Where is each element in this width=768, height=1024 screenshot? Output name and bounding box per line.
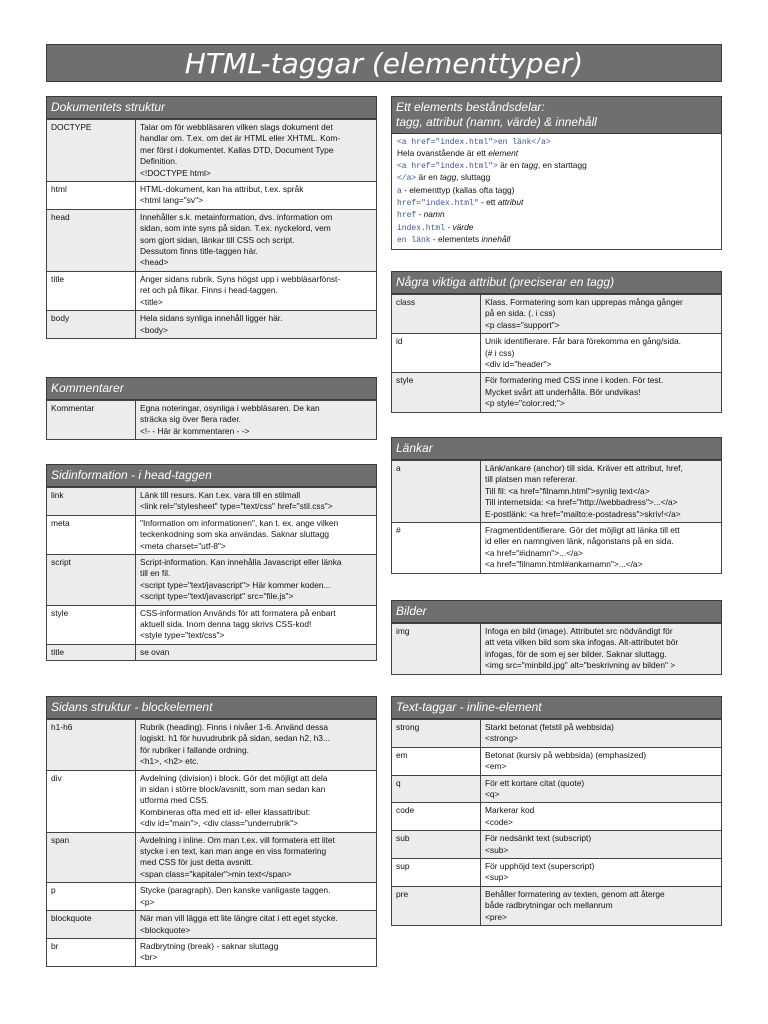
description-line: Avdelning (division) i block. Gör det möjligt att dela bbox=[140, 772, 328, 783]
parts-line: <a href="index.html"> är en tagg, en starttagg bbox=[397, 159, 587, 171]
term-cell: a bbox=[392, 461, 481, 523]
table bbox=[391, 460, 722, 574]
description-line: Behåller formatering av texten, genom att återge bbox=[485, 888, 665, 899]
description-line: ret och på flikar. Finns i head-taggen. bbox=[140, 285, 278, 296]
description-line: Anger sidans rubrik. Syns högst upp i webbläsarfönst- bbox=[140, 273, 341, 284]
description-line: <code> bbox=[485, 816, 513, 827]
description-cell bbox=[481, 831, 722, 859]
description-line: stycke i en text, kan man ange en viss formatering bbox=[140, 846, 327, 857]
description-line: HTML-dokument, kan ha attribut, t.ex. språk bbox=[140, 184, 304, 195]
term-cell: p bbox=[47, 883, 136, 911]
table-row bbox=[47, 644, 377, 660]
section-header bbox=[391, 96, 722, 134]
description-line: <sup> bbox=[485, 872, 509, 883]
description-cell bbox=[481, 373, 722, 412]
description-line: som gjort sidan, länkar till CSS och script. bbox=[140, 234, 295, 245]
section-header: Några viktiga attribut (preciserar en tagg) bbox=[391, 271, 722, 294]
section-inline-element bbox=[391, 696, 722, 926]
description-line: in sidan i större block/avsnitt, som man sedan kan bbox=[140, 784, 326, 795]
description-line: När man vill lägga ett lite längre citat i ett eget stycke. bbox=[140, 913, 338, 924]
section-header: Sidinformation - i head-taggen bbox=[46, 464, 377, 487]
term-cell: # bbox=[392, 523, 481, 574]
description-line: Till internetsida: <a href="http://webbadress">...</a> bbox=[485, 497, 678, 508]
table-row bbox=[47, 311, 377, 339]
term-cell: id bbox=[392, 334, 481, 373]
table-row bbox=[47, 271, 377, 310]
description-line: <sub> bbox=[485, 844, 509, 855]
table-row bbox=[47, 911, 377, 939]
description-line: <a href="filnamn.html#ankarnamn">...</a> bbox=[485, 559, 643, 570]
table bbox=[46, 119, 377, 339]
description-cell bbox=[136, 883, 377, 911]
description-line: (# i css) bbox=[485, 347, 515, 358]
table-row bbox=[47, 488, 377, 516]
table bbox=[391, 719, 722, 926]
description-line: utforma med CSS. bbox=[140, 795, 209, 806]
section-lankar bbox=[391, 437, 722, 574]
description-cell bbox=[481, 523, 722, 574]
description-line: <script type="text/javascript"> Här kommer koden... bbox=[140, 579, 331, 590]
description-line: sträcka sig över flera rader. bbox=[140, 414, 242, 425]
table-row bbox=[392, 373, 722, 412]
description-cell bbox=[481, 461, 722, 523]
term-cell: span bbox=[47, 832, 136, 883]
description-line: <pre> bbox=[485, 911, 507, 922]
term-cell: script bbox=[47, 555, 136, 606]
parts-line: index.html - värde bbox=[397, 221, 474, 233]
description-cell bbox=[136, 555, 377, 606]
description-cell bbox=[136, 271, 377, 310]
description-line: <a href="#idnamn">...</a> bbox=[485, 547, 583, 558]
page-title: HTML-taggar (elementtyper) bbox=[184, 46, 584, 80]
term-cell: br bbox=[47, 938, 136, 966]
table-row bbox=[47, 883, 377, 911]
table-row bbox=[392, 747, 722, 775]
term-cell: head bbox=[47, 209, 136, 271]
description-line: <q> bbox=[485, 789, 500, 800]
parts-line: href="index.html" - ett attribut bbox=[397, 197, 524, 209]
description-line: aktuell sida. Inom denna tagg skrivs CSS-kod! bbox=[140, 619, 312, 630]
section-elementets-bestandsdelar bbox=[391, 96, 722, 250]
table bbox=[46, 400, 377, 440]
description-line: Länk/ankare (anchor) till sida. Kräver ett attribut, href, bbox=[485, 463, 683, 473]
term-cell: em bbox=[392, 747, 481, 775]
description-cell bbox=[481, 720, 722, 748]
description-line: Till fil: <a href="filnamn.html">synlig text</a> bbox=[485, 485, 650, 496]
term-cell: img bbox=[392, 624, 481, 675]
term-cell: blockquote bbox=[47, 911, 136, 939]
table-row bbox=[392, 803, 722, 831]
description-cell bbox=[136, 911, 377, 939]
table-row bbox=[392, 334, 722, 373]
table-row bbox=[47, 555, 377, 606]
description-line: <style type="text/css"> bbox=[140, 630, 225, 641]
table-row bbox=[47, 938, 377, 966]
term-cell: h1-h6 bbox=[47, 720, 136, 771]
term-cell: style bbox=[47, 605, 136, 644]
description-line: Innehåller s.k. metainformation, dvs. information om bbox=[140, 211, 333, 222]
table bbox=[391, 294, 722, 413]
section-header-line1: Ett elements beståndsdelar: bbox=[396, 100, 545, 114]
description-line: Klass. Formatering som kan upprepas många gånger bbox=[485, 297, 683, 307]
description-line: För nedsänkt text (subscript) bbox=[485, 833, 592, 844]
term-cell: style bbox=[392, 373, 481, 412]
description-line: Radbrytning (break) - saknar sluttagg bbox=[140, 940, 279, 951]
description-line: teckenkodning som ska användas. Saknar sluttagg bbox=[140, 529, 330, 540]
description-line: att veta vilken bild som ska infogas. Alt-attributet bör bbox=[485, 637, 679, 648]
description-cell bbox=[136, 938, 377, 966]
section-kommentarer bbox=[46, 377, 377, 440]
table-row bbox=[392, 720, 722, 748]
description-line: <link rel="stylesheet" type="text/css" href="stil.css"> bbox=[140, 501, 333, 512]
term-cell: sup bbox=[392, 859, 481, 887]
table-row bbox=[47, 832, 377, 883]
description-line: <img src="minbild.jpg" alt="beskrivning av bilden" > bbox=[485, 660, 676, 671]
description-line: För ett kortare citat (quote) bbox=[485, 777, 585, 788]
section-sidinformation bbox=[46, 464, 377, 661]
description-cell bbox=[136, 720, 377, 771]
table-row bbox=[392, 886, 722, 925]
table-row bbox=[47, 209, 377, 271]
description-cell bbox=[136, 311, 377, 339]
description-line: infogas, för de som ej ser bilder. Saknar sluttagg. bbox=[485, 648, 667, 659]
section-header: Kommentarer bbox=[46, 377, 377, 400]
description-line: Egna noteringar, osynliga i webbläsaren. De kan bbox=[140, 403, 320, 413]
term-cell: meta bbox=[47, 515, 136, 554]
description-cell bbox=[481, 859, 722, 887]
description-line: <!DOCTYPE html> bbox=[140, 167, 211, 178]
description-line: <p class="support"> bbox=[485, 319, 560, 330]
description-cell bbox=[481, 886, 722, 925]
description-line: Unik identifierare. Får bara förekomma en gång/sida. bbox=[485, 336, 681, 347]
section-bilder bbox=[391, 600, 722, 675]
term-cell: code bbox=[392, 803, 481, 831]
description-cell bbox=[136, 401, 377, 440]
table-row bbox=[47, 720, 377, 771]
table-row bbox=[47, 515, 377, 554]
description-line: <div id="main">, <div class="underrubrik"> bbox=[140, 818, 299, 829]
parts-line: Hela ovanstående är ett element bbox=[397, 148, 519, 159]
table-row bbox=[392, 831, 722, 859]
description-line: Stycke (paragraph). Den kanske vanligaste taggen. bbox=[140, 885, 331, 896]
description-cell bbox=[136, 209, 377, 271]
table bbox=[46, 719, 377, 967]
table-row bbox=[47, 120, 377, 182]
table-row bbox=[392, 523, 722, 574]
description-line: <span class="kapitaler">min text</span> bbox=[140, 868, 292, 879]
description-cell bbox=[136, 605, 377, 644]
section-header: Text-taggar - inline-element bbox=[391, 696, 722, 719]
term-cell: title bbox=[47, 644, 136, 660]
description-line: Starkt betonat (fetstil på webbsida) bbox=[485, 722, 614, 732]
section-header: Länkar bbox=[391, 437, 722, 460]
description-line: Script-information. Kan innehålla Javascript eller länka bbox=[140, 557, 342, 568]
description-cell bbox=[481, 334, 722, 373]
description-line: Definition. bbox=[140, 156, 178, 167]
description-line: både radbrytningar och mellanrum bbox=[485, 900, 613, 911]
term-cell: pre bbox=[392, 886, 481, 925]
parts-line: en länk - elementets innehåll bbox=[397, 234, 511, 246]
description-line: <br> bbox=[140, 952, 158, 963]
parts-line: href - namn bbox=[397, 209, 445, 221]
description-line: <body> bbox=[140, 324, 168, 335]
description-line: Markerar kod bbox=[485, 805, 535, 816]
description-line: Fragmentidentifierare. Gör det möjligt att länka till ett bbox=[485, 525, 680, 536]
description-cell bbox=[136, 515, 377, 554]
section-header: Sidans struktur - blockelement bbox=[46, 696, 377, 719]
table-row bbox=[47, 605, 377, 644]
description-line: med CSS för just detta avsnitt. bbox=[140, 857, 254, 868]
description-line: handlar om. T.ex. om det är HTML eller XHTML. Kom- bbox=[140, 133, 341, 144]
section-blockelement bbox=[46, 696, 377, 967]
table bbox=[391, 623, 722, 675]
term-cell: link bbox=[47, 488, 136, 516]
term-cell: html bbox=[47, 182, 136, 210]
table-row bbox=[47, 401, 377, 440]
description-line: <script type="text/javascript" src="file.js"> bbox=[140, 591, 294, 602]
description-line: <meta charset="utf-8"> bbox=[140, 540, 226, 551]
description-line: Mycket svårt att underhålla. Bör undvikas! bbox=[485, 386, 641, 397]
description-line: <p style="color:red;"> bbox=[485, 398, 565, 409]
table-row bbox=[392, 624, 722, 675]
description-cell bbox=[136, 770, 377, 832]
description-line: CSS-information Används för att formatera på enbart bbox=[140, 607, 336, 618]
description-line: <div id="header"> bbox=[485, 359, 552, 370]
term-cell: class bbox=[392, 295, 481, 334]
term-cell: q bbox=[392, 775, 481, 803]
description-line: Dessutom finns title-taggen här. bbox=[140, 246, 258, 257]
description-line: för rubriker i fallande ordning. bbox=[140, 744, 249, 755]
section-header: Dokumentets struktur bbox=[46, 96, 377, 119]
term-cell: div bbox=[47, 770, 136, 832]
description-line: Rubrik (heading). Finns i nivåer 1-6. Använd dessa bbox=[140, 722, 329, 732]
description-line: <strong> bbox=[485, 733, 519, 744]
element-parts-box bbox=[391, 134, 722, 250]
table-row bbox=[392, 295, 722, 334]
section-dokumentets-struktur bbox=[46, 96, 377, 339]
description-line: logiskt. h1 för huvudrubrik på sidan, sedan h2, h3... bbox=[140, 733, 330, 744]
description-cell bbox=[136, 644, 377, 660]
description-line: Kombineras ofta med ett id- eller klassattribut: bbox=[140, 806, 311, 817]
term-cell: title bbox=[47, 271, 136, 310]
description-line: <head> bbox=[140, 257, 169, 268]
description-line: se ovan bbox=[140, 646, 170, 657]
description-line: För formatering med CSS inne i koden. För test. bbox=[485, 375, 664, 386]
description-cell bbox=[481, 295, 722, 334]
description-cell bbox=[136, 120, 377, 182]
description-line: på en sida. (. i css) bbox=[485, 308, 556, 319]
term-cell: Kommentar bbox=[47, 401, 136, 440]
description-line: Länk till resurs. Kan t.ex. vara till en stilmall bbox=[140, 490, 301, 500]
description-line: Infoga en bild (image). Attributet src nödvändigt för bbox=[485, 626, 673, 636]
table-row bbox=[47, 770, 377, 832]
description-line: till en fil. bbox=[140, 568, 171, 579]
section-header-line2: tagg, attribut (namn, värde) & innehåll bbox=[396, 115, 597, 129]
description-cell bbox=[481, 803, 722, 831]
description-line: <blockquote> bbox=[140, 924, 191, 935]
description-line: <!- - Här är kommentaren - -> bbox=[140, 425, 250, 436]
description-line: Avdelning i inline. Om man t.ex. vill formatera ett litet bbox=[140, 834, 335, 845]
parts-line: a - elementtyp (kallas ofta tagg) bbox=[397, 184, 515, 196]
description-cell bbox=[481, 747, 722, 775]
description-line: <em> bbox=[485, 761, 507, 772]
table-row bbox=[392, 859, 722, 887]
term-cell: DOCTYPE bbox=[47, 120, 136, 182]
description-line: "Information om informationen", kan t. ex. ange vilken bbox=[140, 517, 339, 528]
table-row bbox=[392, 775, 722, 803]
description-line: Talar om för webbläsaren vilken slags dokument det bbox=[140, 122, 333, 132]
section-header: Bilder bbox=[391, 600, 722, 623]
description-line: sidan, som inte syns på sidan. T.ex. nyckelord, vem bbox=[140, 223, 331, 234]
description-line: id eller en namngiven länk, någonstans på en sida. bbox=[485, 536, 674, 547]
description-line: <h1>, <h2> etc. bbox=[140, 756, 199, 767]
table-row bbox=[47, 182, 377, 210]
description-line: För upphöjd text (superscript) bbox=[485, 861, 595, 872]
description-line: Betonat (kursiv på webbsida) (emphasized) bbox=[485, 749, 647, 760]
table bbox=[46, 487, 377, 661]
page-title-bar bbox=[46, 44, 722, 82]
description-cell bbox=[136, 488, 377, 516]
term-cell: body bbox=[47, 311, 136, 339]
description-line: <p> bbox=[140, 896, 155, 907]
description-line: <html lang="sv"> bbox=[140, 195, 203, 206]
parts-line: </a> är en tagg, sluttagg bbox=[397, 172, 491, 184]
description-cell bbox=[136, 182, 377, 210]
description-cell bbox=[481, 624, 722, 675]
description-line: E-postlänk: <a href="mailto:e-postadress">skriv!</a> bbox=[485, 508, 681, 519]
description-line: <title> bbox=[140, 296, 163, 307]
description-cell bbox=[136, 832, 377, 883]
description-cell bbox=[481, 775, 722, 803]
description-line: Hela sidans synliga innehåll ligger här. bbox=[140, 313, 283, 324]
description-line: mer först i dokumentet. Kallas DTD, Document Type bbox=[140, 144, 334, 155]
table-row bbox=[392, 461, 722, 523]
section-viktiga-attribut bbox=[391, 271, 722, 413]
description-line: till platsen man refererar. bbox=[485, 474, 578, 485]
term-cell: sub bbox=[392, 831, 481, 859]
term-cell: strong bbox=[392, 720, 481, 748]
example-code-line: <a href="index.html">en länk</a> bbox=[397, 138, 551, 147]
